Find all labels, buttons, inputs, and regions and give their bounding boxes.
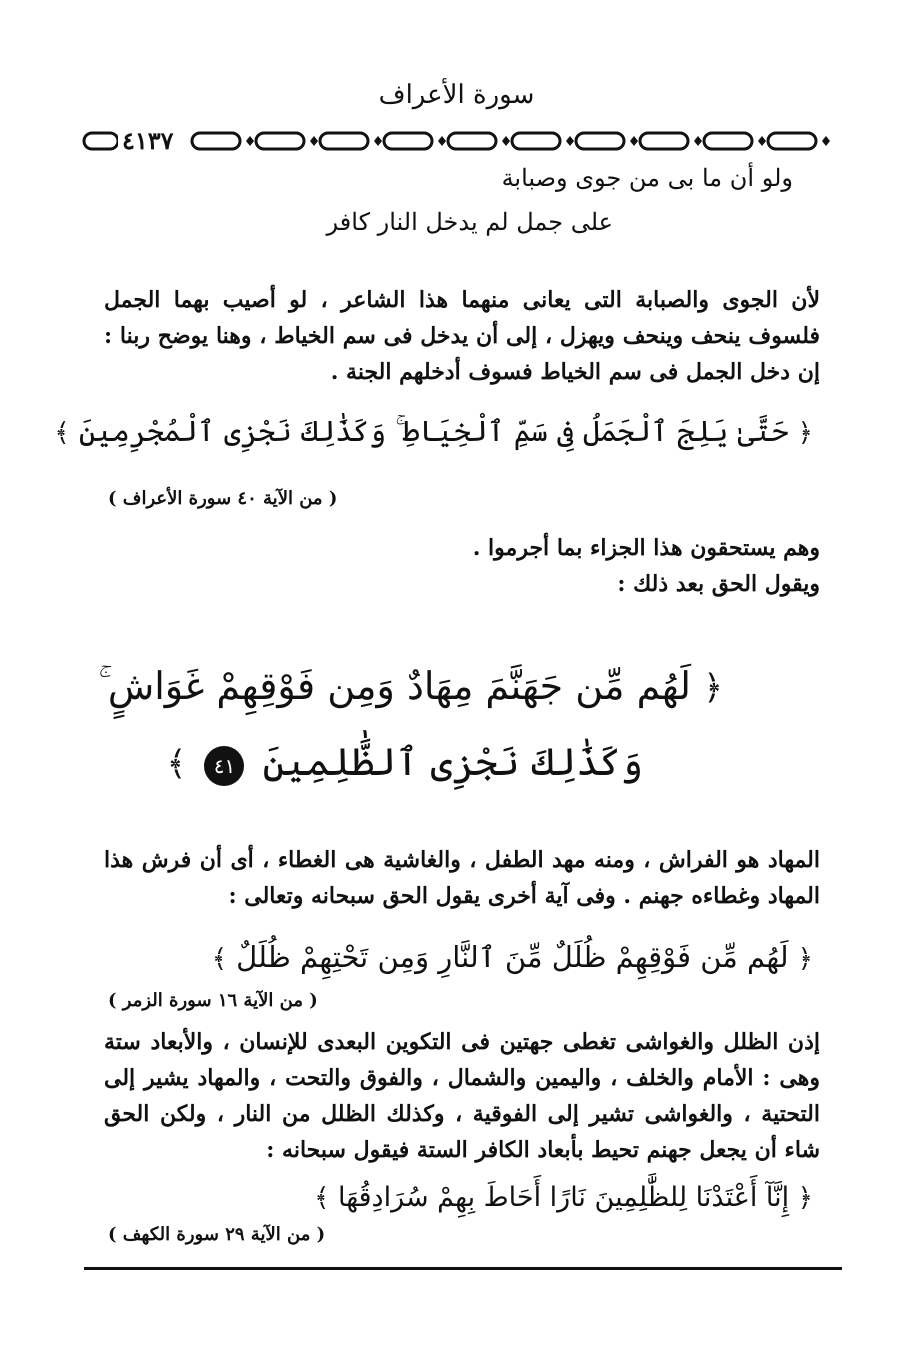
verse-3-text: إِنَّآ أَعْتَدْنَا لِلظَّٰلِمِينَ نَارًا أَحَاطَ بِهِمْ سُرَادِقُهَا: [337, 1182, 790, 1213]
quran-verse-3: [314, 1182, 813, 1213]
quran-verse-1: [54, 414, 813, 449]
paragraph-2-line-1: وهم يستحقون هذا الجزاء بما أجرموا .: [472, 535, 820, 561]
verse-close-bracket: ﴾: [314, 1183, 330, 1213]
main-verse-line-1: [98, 664, 723, 709]
main-verse-close-bracket: ﴾: [166, 744, 187, 784]
main-verse-line-2: [166, 740, 643, 786]
quran-verse-2: [212, 940, 813, 974]
surah-title: سورة الأعراف: [378, 80, 535, 110]
verse-open-bracket: ﴿: [797, 1183, 813, 1213]
verse-open-bracket: ﴿: [797, 418, 813, 448]
verse-2-text: لَهُم مِّن فَوْقِهِمْ ظُلَلٌ مِّنَ ٱلنَّارِ وَمِن تَحْتِهِمْ ظُلَلٌ: [236, 940, 789, 974]
main-verse-line-1-text: لَهُم مِّن جَهَنَّمَ مِهَادٌ وَمِن فَوْقِهِمْ غَوَاشٍ ۚ: [98, 664, 691, 708]
citation-3: ( من الآية ٢٩ سورة الكهف ): [108, 1224, 326, 1245]
page-number: ٤١٣٧: [118, 126, 178, 155]
poem-line-2: على جمل لم يدخل النار كافر: [326, 208, 613, 236]
poem-line-1: ولو أن ما بى من جوى وصبابة: [501, 164, 793, 192]
paragraph-1: لأن الجوى والصبابة التى يعانى منهما هذا الشاعر ، لو أصيب بهما الجمل فلسوف ينحف وينحف ويهزل ، إلى أن يدخل فى سم الخياط ، وهنا يوضح ربنا : إن دخل الجمل فى سم الخياط فسوف أدخلهم الجنة .: [104, 287, 820, 385]
verse-close-bracket: ﴾: [211, 944, 227, 974]
verse-open-bracket: ﴿: [797, 944, 813, 974]
footer-rule: [84, 1267, 842, 1270]
paragraph-4: إذن الظلل والغواشى تغطى جهتين فى التكوين البعدى للإنسان ، والأبعاد ستة وهى : الأمام والخلف ، واليمين والشمال ، والفوق والتحت ، والمهاد يشير إلى التحتية ، والغواشى تشير إلى الفوقية ، وكذلك الظلل من النار ، ولكن الحق شاء أن يجعل جهنم تحيط بأبعاد الكافر الستة فيقول سبحانه :: [104, 1029, 820, 1163]
citation-1: ( من الآية ٤٠ سورة الأعراف ): [108, 488, 338, 509]
ayah-number-badge: ٤١: [204, 746, 244, 786]
main-verse-line-2-text: وَكَذَٰلِكَ نَجْزِى ٱلظَّٰلِمِينَ: [262, 740, 643, 784]
header-ornament-row: [80, 124, 840, 158]
verse-close-bracket: ﴾: [54, 418, 70, 448]
citation-2: ( من الآية ١٦ سورة الزمر ): [108, 990, 318, 1011]
paragraph-2-line-2: ويقول الحق بعد ذلك :: [617, 571, 820, 597]
paragraph-3: المهاد هو الفراش ، ومنه مهد الطفل ، والغاشية هى الغطاء ، أى أن فرش هذا المهاد وغطاءه جهنم . وفى آية أخرى يقول الحق سبحانه وتعالى :: [104, 847, 820, 909]
main-verse-open-bracket: ﴿: [703, 668, 723, 708]
verse-1-text: حَتَّىٰ يَلِجَ ٱلْجَمَلُ فِى سَمِّ ٱلْخِيَاطِ ۚ وَكَذَٰلِكَ نَجْزِى ٱلْمُجْرِمِينَ: [78, 414, 789, 448]
